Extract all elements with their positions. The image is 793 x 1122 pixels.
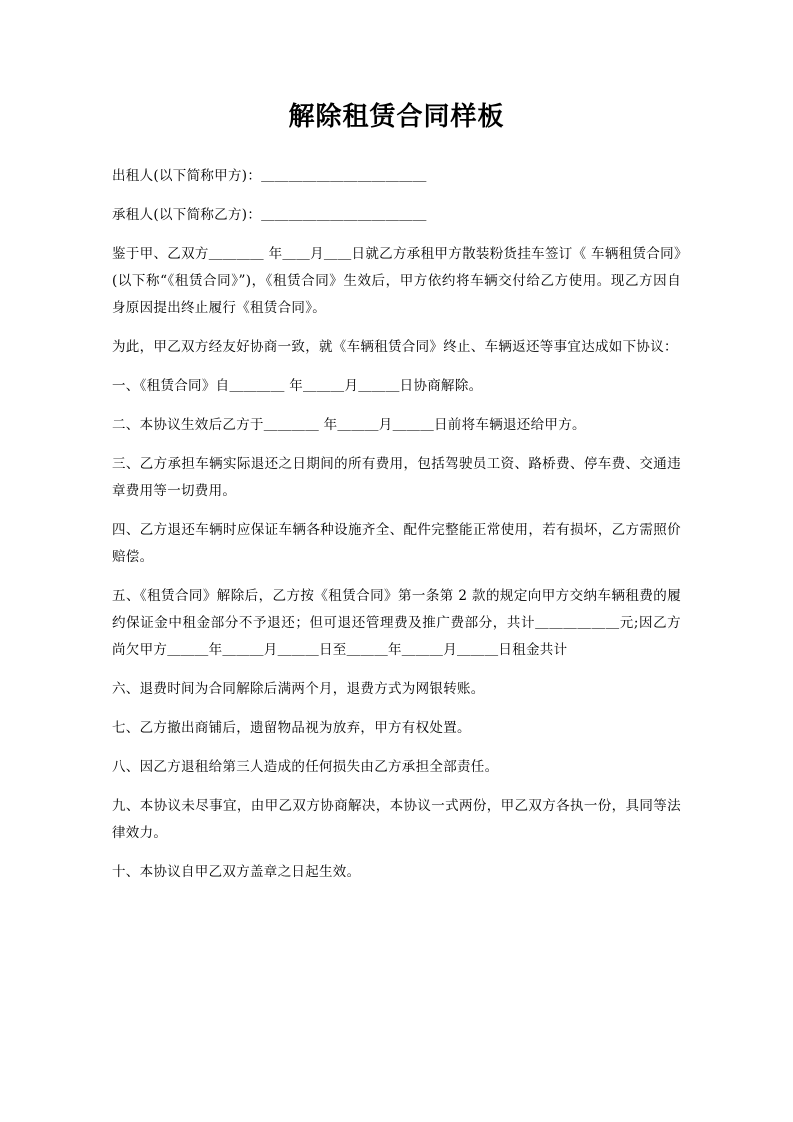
paragraph-clause-6: 六、退费时间为合同解除后满两个月，退费方式为网银转账。 — [112, 681, 485, 697]
paragraph-lessor-line: 出租人(以下简称甲方)：＿＿＿＿＿＿＿＿＿＿＿＿ — [112, 168, 427, 184]
paragraph-clause-9: 九、本协议未尽事宜，由甲乙双方协商解决，本协议一式两份，甲乙双方各执一份，具同等法律效力。 — [112, 798, 681, 841]
paragraph-clause-7: 七、乙方撤出商铺后，遗留物品视为放弃，甲方有权处置。 — [112, 720, 471, 736]
paragraph-clause-4: 四、乙方退还车辆时应保证车辆各种设施齐全、配件完整能正常使用，若有损坏，乙方需照价赔偿。 — [112, 522, 681, 565]
paragraph-clause-8: 八、因乙方退租给第三人造成的任何损失由乙方承担全部责任。 — [112, 759, 499, 775]
paragraph-clause-10: 十、本协议自甲乙双方盖章之日起生效。 — [112, 864, 361, 880]
paragraph-clause-2: 二、本协议生效后乙方于＿＿＿＿ 年＿＿＿月＿＿＿日前将车辆退还给甲方。 — [112, 417, 586, 433]
page-title: 解除租赁合同样板 — [288, 102, 505, 132]
paragraph-clause-5: 五、《租赁合同》解除后，乙方按《租赁合同》第一条第 2 款的规定向甲方交纳车辆租费的履约保证金中租金部分不予退还；但可退还管理费及推广费部分，共计＿＿＿＿＿＿元;因乙方尚欠甲方＿＿＿年＿＿＿月＿＿＿日至＿＿＿年＿＿＿月＿＿＿日租金共计 — [112, 588, 681, 658]
paragraph-clause-1: 一、《租赁合同》自＿＿＿＿ 年＿＿＿月＿＿＿日协商解除。 — [112, 378, 483, 394]
paragraph-lessee-line: 承租人(以下简称乙方)：＿＿＿＿＿＿＿＿＿＿＿＿ — [112, 207, 427, 223]
paragraph-clause-3: 三、乙方承担车辆实际退还之日期间的所有费用，包括驾驶员工资、路桥费、停车费、交通违章费用等一切费用。 — [112, 456, 681, 499]
paragraph-recital: 鉴于甲、乙双方＿＿＿＿ 年＿＿月＿＿日就乙方承租甲方散装粉货挂车签订《 车辆租赁合同》(以下称“《租赁合同》”)，《租赁合同》生效后，甲方依约将车辆交付给乙方使用。现乙方因自身原因提出终止履行《租赁合同》。 — [112, 246, 681, 316]
paragraph-agreement-intro: 为此，甲乙双方经友好协商一致，就《车辆租赁合同》终止、车辆返还等事宜达成如下协议： — [112, 339, 678, 355]
